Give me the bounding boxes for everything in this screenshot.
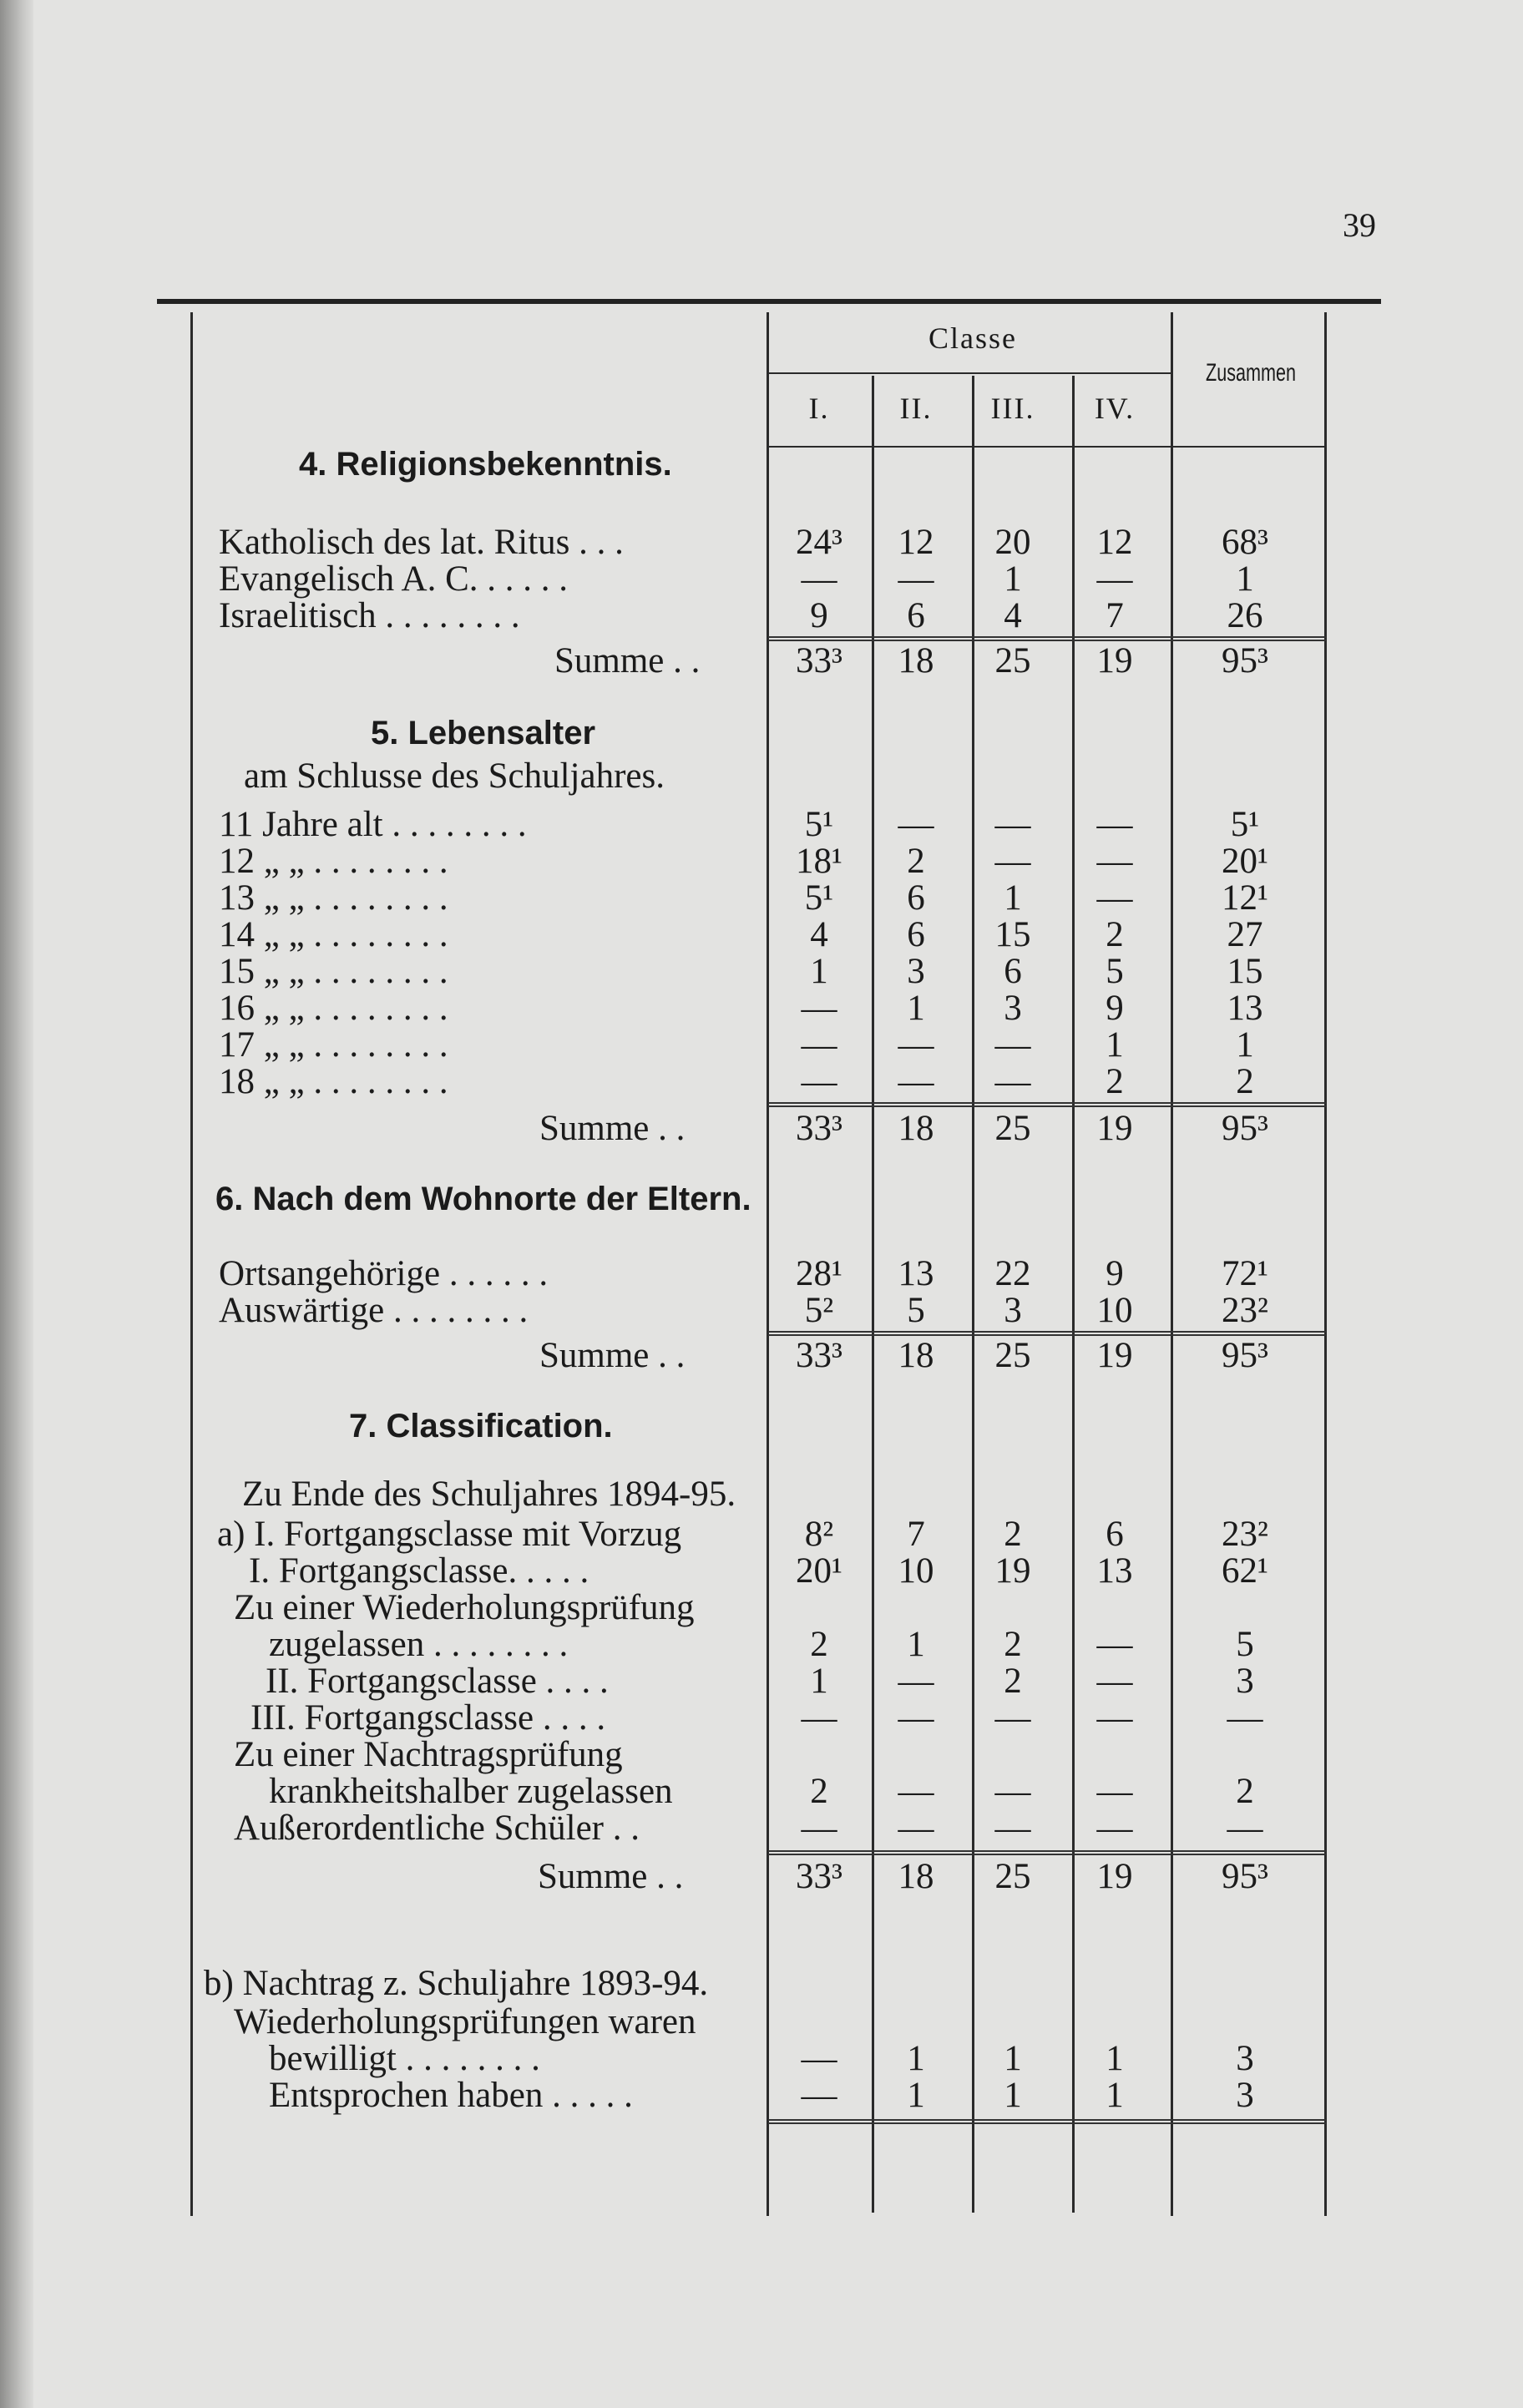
bottom-rule [768,2119,1326,2124]
section-7-intro: Zu Ende des Schuljahres 1894-95. [242,1475,736,1514]
sum-label: Summe . . [539,1336,686,1375]
cell: 2 [810,1772,828,1811]
row-label: Ortsangehörige . . . . . . [219,1254,549,1293]
sum-cell: 25 [994,1857,1031,1896]
cell: 7 [907,1515,925,1554]
cell: 5¹ [1230,805,1260,844]
cell: 1 [1236,1025,1254,1065]
cell: 2 [907,842,925,881]
cell: 62¹ [1222,1551,1268,1591]
row-label: III. Fortgangsclasse . . . . [250,1698,606,1738]
cell: 5 [907,1291,925,1330]
cell: 24³ [796,523,842,562]
cell: 5¹ [804,878,834,918]
cell: 12¹ [1222,878,1268,918]
sum-cell: 25 [994,1109,1031,1148]
sum-label: Summe . . [538,1857,684,1896]
section-7b-intro: b) Nachtrag z. Schuljahre 1893-94. [204,1964,709,2003]
sum-rule [768,1102,1326,1107]
page-number: 39 [1343,206,1376,244]
section-4-title: 4. Religionsbekenntnis. [299,446,672,483]
row-label: 17 „ „ . . . . . . . . [219,1025,448,1065]
cell: 15 [1227,952,1263,991]
cell: — [1096,1809,1133,1848]
cell: 20¹ [1222,842,1268,881]
cell: 1 [1106,2039,1124,2078]
cell: 20 [994,523,1031,562]
classe-rule [768,372,1171,374]
sum-cell: 25 [994,1336,1031,1375]
sum-cell: 19 [1096,1336,1133,1375]
cell: 1 [1106,2076,1124,2115]
cell: 23² [1222,1515,1268,1554]
section-6-title: 6. Nach dem Wohnorte der Eltern. [215,1181,751,1217]
cell: 5 [1236,1625,1254,1664]
row-label: II. Fortgangsclasse . . . . [266,1662,609,1701]
cell: 6 [907,878,925,918]
cell: — [1096,805,1133,844]
row-label: 18 „ „ . . . . . . . . [219,1062,448,1101]
cell: 5² [804,1291,834,1330]
section-5-title: 5. Lebensalter [371,715,596,751]
cell: 13 [1096,1551,1133,1591]
sum-cell: 19 [1096,641,1133,680]
sum-cell: 19 [1096,1857,1133,1896]
sum-cell: 18 [898,1109,934,1148]
sum-cell: 18 [898,641,934,680]
section-7-title: 7. Classification. [349,1408,613,1444]
cell: 9 [810,596,828,635]
cell: 8² [804,1515,834,1554]
row-label: 15 „ „ . . . . . . . . [219,952,448,991]
cell: 1 [810,952,828,991]
cell: 1 [907,2039,925,2078]
cell: 2 [1106,915,1124,954]
sum-cell: 33³ [796,1336,842,1375]
cell: 6 [907,596,925,635]
cell: — [1096,1698,1133,1738]
cell: — [994,1809,1031,1848]
col-header-2: II. [899,392,933,425]
row-label: Entsprochen haben . . . . . [269,2076,633,2115]
sum-cell: 95³ [1222,641,1268,680]
cell: 2 [1004,1515,1022,1554]
cell: — [898,1698,934,1738]
row-label: Zu einer Wiederholungsprüfung [234,1588,695,1627]
sum-cell: 33³ [796,1857,842,1896]
zusammen-header: Zusammen [1206,359,1297,387]
header-bottom-rule [768,446,1326,448]
col-header-4: IV. [1094,392,1136,425]
cell: — [801,1698,837,1738]
row-label: Außerordentliche Schüler . . [234,1809,640,1848]
cell: 4 [1004,596,1022,635]
row-label: zugelassen . . . . . . . . [269,1625,569,1664]
row-label: krankheitshalber zugelassen [269,1772,673,1811]
cell: 9 [1106,989,1124,1028]
cell: 13 [898,1254,934,1293]
cell: 26 [1227,596,1263,635]
label-column-rule [767,312,769,2216]
cell: — [801,2076,837,2115]
cell: — [898,1809,934,1848]
cell: — [801,989,837,1028]
cell: 28¹ [796,1254,842,1293]
cell: 22 [994,1254,1031,1293]
row-label: 11 Jahre alt . . . . . . . . [219,805,527,844]
cell: — [801,1062,837,1101]
sum-cell: 18 [898,1857,934,1896]
cell: 3 [1004,1291,1022,1330]
cell: 1 [1004,559,1022,599]
cell: 9 [1106,1254,1124,1293]
cell: 20¹ [796,1551,842,1591]
cell: — [801,2039,837,2078]
table-left-rule [190,312,193,2216]
cell: 12 [898,523,934,562]
cell: 5¹ [804,805,834,844]
sum-label: Summe . . [539,1109,686,1148]
cell: 1 [1004,878,1022,918]
sum-cell: 19 [1096,1109,1133,1148]
book-spine-shadow [0,0,33,2408]
cell: 23² [1222,1291,1268,1330]
cell: 2 [1236,1772,1254,1811]
cell: 72¹ [1222,1254,1268,1293]
cell: — [898,1772,934,1811]
row-label: Evangelisch A. C. . . . . . [219,559,569,599]
cell: — [898,1062,934,1101]
cell: 3 [907,952,925,991]
cell: 27 [1227,915,1263,954]
sum-cell: 18 [898,1336,934,1375]
col-rule-4 [1171,312,1173,2216]
cell: — [1096,842,1133,881]
row-label: 13 „ „ . . . . . . . . [219,878,448,918]
cell: 3 [1004,989,1022,1028]
row-label: 12 „ „ . . . . . . . . [219,842,448,881]
cell: 2 [1106,1062,1124,1101]
cell: — [1227,1698,1263,1738]
sum-cell: 95³ [1222,1857,1268,1896]
row-label: 16 „ „ . . . . . . . . [219,989,448,1028]
row-label: 14 „ „ . . . . . . . . [219,915,448,954]
cell: 6 [1106,1515,1124,1554]
classe-header: Classe [928,321,1017,355]
cell: — [898,559,934,599]
sum-cell: 33³ [796,1109,842,1148]
row-label: Auswärtige . . . . . . . . [219,1291,529,1330]
cell: — [898,805,934,844]
cell: 2 [810,1625,828,1664]
cell: 7 [1106,596,1124,635]
top-rule [157,299,1381,304]
row-label: Israelitisch . . . . . . . . [219,596,520,635]
cell: 3 [1236,1662,1254,1701]
row-label: Katholisch des lat. Ritus . . . [219,523,624,562]
sum-rule [768,1850,1326,1855]
cell: — [1096,1625,1133,1664]
cell: 1 [1106,1025,1124,1065]
cell: 6 [907,915,925,954]
cell: 10 [898,1551,934,1591]
section-5-subtitle: am Schlusse des Schuljahres. [244,756,665,796]
cell: 68³ [1222,523,1268,562]
cell: 3 [1236,2076,1254,2115]
table-right-rule [1324,312,1327,2216]
cell: — [994,1698,1031,1738]
cell: 19 [994,1551,1031,1591]
cell: — [994,842,1031,881]
cell: — [801,559,837,599]
cell: 12 [1096,523,1133,562]
cell: 1 [1004,2076,1022,2115]
cell: — [801,1809,837,1848]
cell: — [898,1025,934,1065]
cell: 2 [1004,1662,1022,1701]
cell: — [898,1662,934,1701]
cell: 15 [994,915,1031,954]
row-label: bewilligt . . . . . . . . [269,2039,540,2078]
cell: — [1096,559,1133,599]
cell: — [994,1772,1031,1811]
cell: 3 [1236,2039,1254,2078]
cell: 1 [907,1625,925,1664]
cell: 5 [1106,952,1124,991]
cell: 1 [1236,559,1254,599]
cell: 1 [810,1662,828,1701]
col-header-1: I. [808,392,830,425]
row-label: Wiederholungsprüfungen waren [234,2002,696,2041]
row-label: Zu einer Nachtragsprüfung [234,1735,623,1774]
cell: — [994,1062,1031,1101]
cell: — [994,1025,1031,1065]
sum-cell: 95³ [1222,1336,1268,1375]
row-label: I. Fortgangsclasse. . . . . [249,1551,589,1591]
sum-label: Summe . . [554,641,701,680]
cell: — [1096,1662,1133,1701]
cell: 1 [907,989,925,1028]
cell: — [1096,1772,1133,1811]
sum-cell: 95³ [1222,1109,1268,1148]
col-header-3: III. [990,392,1035,425]
cell: — [801,1025,837,1065]
cell: 13 [1227,989,1263,1028]
cell: — [994,805,1031,844]
row-label: a) I. Fortgangsclasse mit Vorzug [217,1515,682,1554]
cell: 10 [1096,1291,1133,1330]
cell: 1 [907,2076,925,2115]
cell: 18¹ [796,842,842,881]
cell: — [1227,1809,1263,1848]
sum-cell: 25 [994,641,1031,680]
cell: — [1096,878,1133,918]
cell: 4 [810,915,828,954]
cell: 2 [1004,1625,1022,1664]
cell: 2 [1236,1062,1254,1101]
cell: 1 [1004,2039,1022,2078]
cell: 6 [1004,952,1022,991]
sum-cell: 33³ [796,641,842,680]
